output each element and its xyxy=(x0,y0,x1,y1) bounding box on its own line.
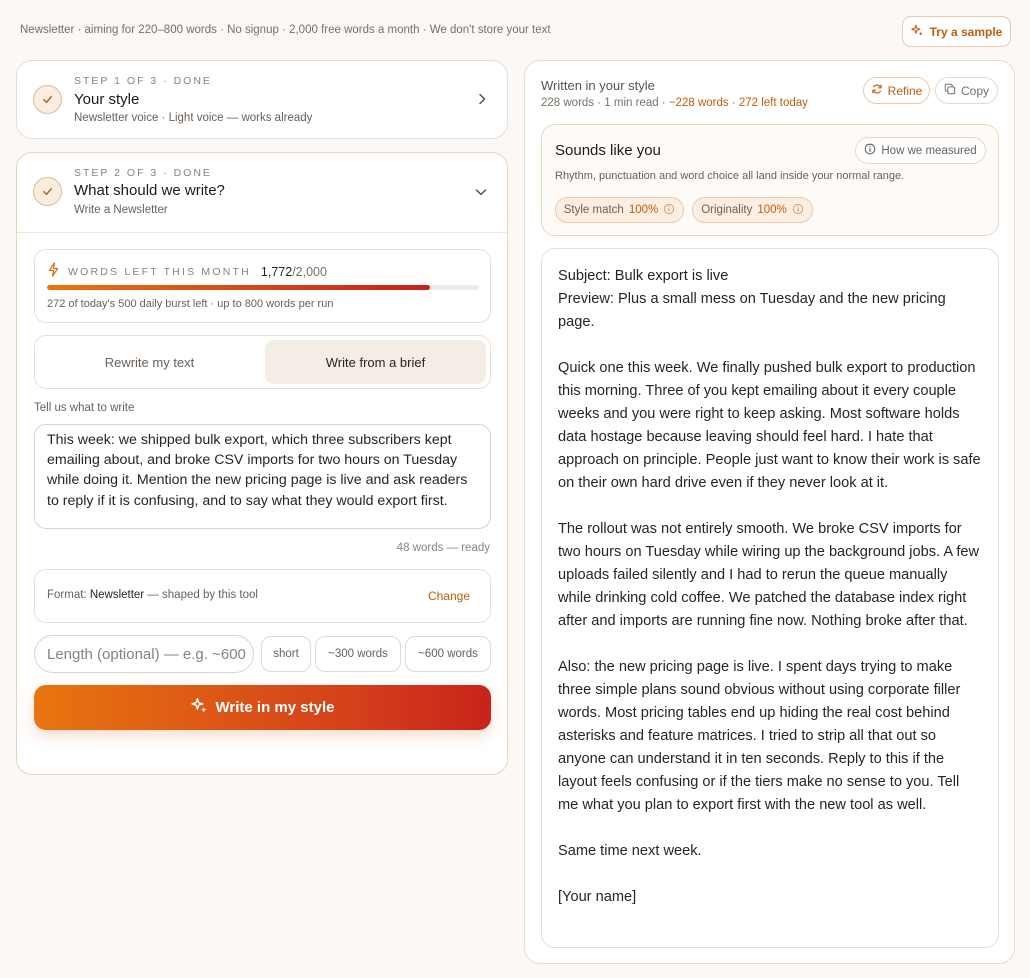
format-panel xyxy=(34,569,491,623)
info-icon xyxy=(864,143,876,158)
bolt-icon xyxy=(47,262,60,282)
brief-textarea[interactable]: This week: we shipped bulk export, which three subscribers kept emailing about, and broke CSV imports for two hours on Tuesday while doing it. Mention the new pricing page is live and ask readers to reply if it is confusing, and to say what they would export first. xyxy=(34,424,491,529)
style-match-panel xyxy=(541,124,999,236)
draft-output[interactable] xyxy=(541,248,999,948)
draft-paragraph-3: Also: the new pricing page is live. I spent days trying to make three simple plans sound obvious without using corporate filler words. Most pricing tables end up hiding the real cost behind asterisks and feature matrices. I tried to strip all that out so anyone can understand it in ten seconds. Reply to this if the layout feels confusing or if the tiers make no sense to you. Tell me what you plan to export first with the new tool as well. xyxy=(558,659,961,813)
how-we-measured-button[interactable] xyxy=(855,137,986,164)
step-1-label: STEP 1 OF 3 · DONE xyxy=(74,75,212,87)
words-left-bar xyxy=(47,285,479,290)
style-match-pill xyxy=(555,197,684,223)
words-left-count xyxy=(261,265,327,279)
write-in-my-style-button[interactable] xyxy=(34,685,491,730)
sparkle-icon xyxy=(911,24,924,40)
refine-button[interactable] xyxy=(863,77,930,104)
words-left-label: WORDS LEFT THIS MONTH xyxy=(68,266,251,278)
brief-label: Tell us what to write xyxy=(34,402,135,414)
length-chip-300[interactable]: ~300 words xyxy=(315,636,401,672)
write-from-brief-tab[interactable]: Write from a brief xyxy=(265,340,486,384)
refresh-icon xyxy=(871,83,883,98)
info-icon[interactable] xyxy=(792,203,804,218)
output-card xyxy=(524,60,1015,964)
output-meta xyxy=(541,97,808,109)
length-chip-short[interactable]: short xyxy=(261,636,311,672)
output-meta-plain: 228 words · 1 min read · xyxy=(541,97,669,109)
style-match-title: Sounds like you xyxy=(555,142,661,159)
originality-value: 100% xyxy=(757,204,787,216)
check-icon xyxy=(33,85,62,114)
mode-toggle xyxy=(34,335,491,389)
check-icon xyxy=(33,177,62,206)
draft-sign-off: Same time next week. xyxy=(558,843,702,859)
how-we-measured-label: How we measured xyxy=(881,144,977,157)
try-sample-button[interactable] xyxy=(902,16,1011,47)
step-2-card xyxy=(16,152,508,775)
refine-label: Refine xyxy=(887,83,923,98)
chevron-down-icon[interactable] xyxy=(474,185,488,203)
length-chip-600[interactable]: ~600 words xyxy=(405,636,491,672)
style-match-value: 100% xyxy=(628,204,659,216)
sparkle-icon xyxy=(191,697,208,718)
draft-subject: Subject: Bulk export is live xyxy=(558,268,729,284)
output-meta-accent: −228 words · 272 left today xyxy=(668,97,808,109)
words-left-bar-fill xyxy=(47,285,430,290)
draft-preview: Preview: Plus a small mess on Tuesday and the new pricing page. xyxy=(558,291,946,330)
output-title: Written in your style xyxy=(541,78,655,93)
draft-paragraph-1: Quick one this week. We finally pushed bulk export to production this morning. Three of you kept emailing about it every couple weeks and you were right to keep asking. Most software holds data hostage because leaving should feel hard. I hate that approach on principle. People just want to know their work is safe on their own hard drive even if they never look at it. xyxy=(558,360,981,491)
length-input[interactable]: Length (optional) — e.g. ~600 xyxy=(34,635,254,673)
brief-word-count: 48 words — ready xyxy=(396,542,490,554)
try-sample-label: Try a sample xyxy=(929,24,1003,39)
copy-button[interactable] xyxy=(935,77,998,104)
format-suffix: — shaped by this tool xyxy=(144,589,258,601)
chevron-right-icon[interactable] xyxy=(476,92,488,111)
draft-signature: [Your name] xyxy=(558,889,637,905)
change-format-link[interactable]: Change xyxy=(427,589,470,603)
format-text xyxy=(47,589,258,601)
words-used-value: 1,772 xyxy=(260,265,293,279)
words-left-panel xyxy=(34,249,491,323)
write-button-label: Write in my style xyxy=(215,699,335,716)
info-icon[interactable] xyxy=(663,203,675,218)
copy-icon xyxy=(944,83,956,98)
copy-label: Copy xyxy=(960,83,989,98)
step-2-title: What should we write? xyxy=(74,182,225,199)
step-2-label: STEP 2 OF 3 · DONE xyxy=(74,167,212,179)
rewrite-my-text-tab[interactable]: Rewrite my text xyxy=(104,354,195,370)
originality-label: Originality xyxy=(701,204,753,216)
style-match-subtitle: Rhythm, punctuation and word choice all land inside your normal range. xyxy=(555,170,905,182)
originality-pill xyxy=(692,197,813,223)
step-1-subtitle: Newsletter voice · Light voice — works already xyxy=(74,112,313,124)
format-prefix: Format: xyxy=(47,589,90,601)
step-2-divider xyxy=(17,232,507,233)
style-match-label: Style match xyxy=(563,204,624,216)
step-1-title: Your style xyxy=(74,91,140,108)
draft-paragraph-2: The rollout was not entirely smooth. We broke CSV imports for two hours on Tuesday while wiring up the background jobs. A few uploads failed silently and I had to rerun the queue manually while drinking cold coffee. We patched the database index right after and imports are running fine now. Nothing broke after that. xyxy=(558,521,980,629)
step-1-card[interactable] xyxy=(16,60,508,139)
format-name: Newsletter xyxy=(89,589,145,601)
topbar-info: Newsletter · aiming for 220–800 words · No signup · 2,000 free words a month · We don't store your text xyxy=(20,24,551,36)
words-left-note: 272 of today's 500 daily burst left · up to 800 words per run xyxy=(47,298,334,310)
step-2-subtitle: Write a Newsletter xyxy=(74,204,168,216)
words-total-value: /2,000 xyxy=(292,265,327,279)
